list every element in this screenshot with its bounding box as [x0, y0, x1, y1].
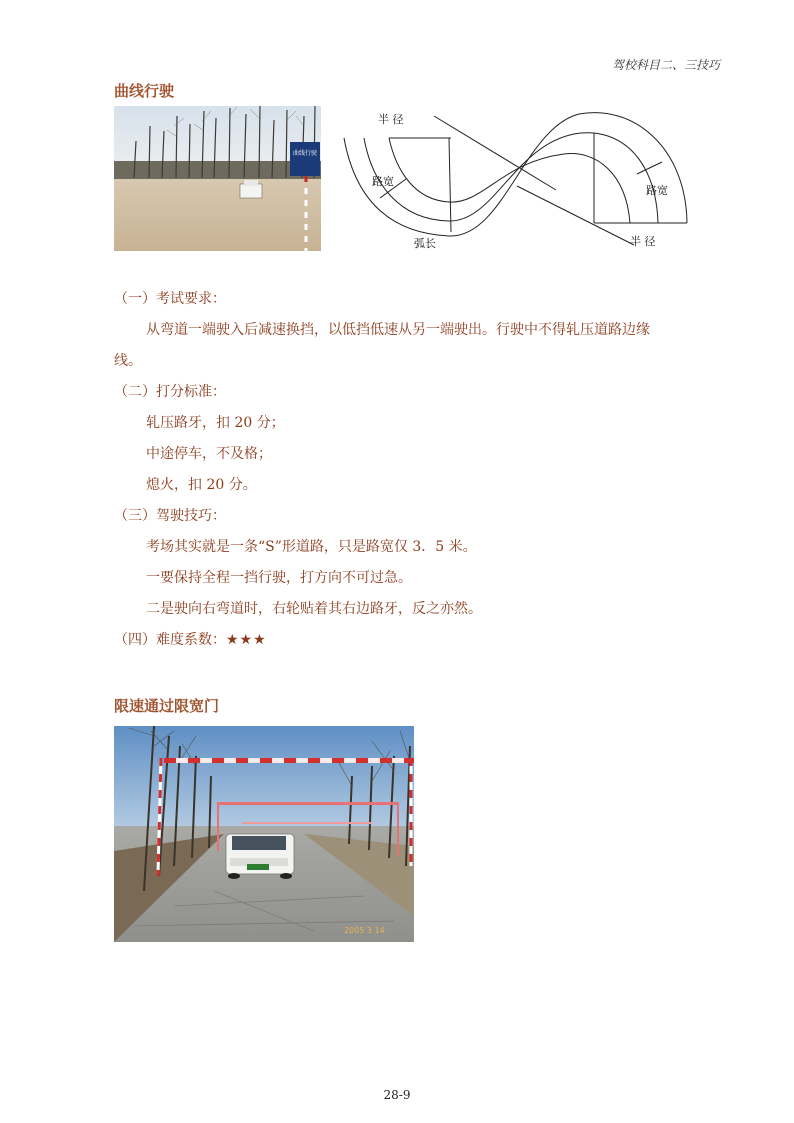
curve-course-photo — [114, 106, 321, 251]
section-title-width-gate: 限速通过限宽门 — [114, 697, 220, 715]
label-radius-top: 半 径 — [378, 113, 404, 126]
running-header: 驾校科目二、三技巧 — [611, 58, 720, 72]
curve-driving-text — [114, 284, 722, 656]
difficulty-stars: ★★★ — [226, 632, 267, 648]
label-arc-length: 弧长 — [414, 237, 436, 250]
course-sign-text: 曲线行驶 — [292, 150, 318, 157]
s-curve-diagram — [334, 108, 694, 253]
scoring-item: 熄火，扣 20 分。 — [146, 477, 257, 493]
heading-driving-tips: （三）驾驶技巧： — [114, 508, 226, 524]
section-title-curve: 曲线行驶 — [114, 82, 175, 100]
scoring-item: 中途停车，不及格； — [146, 446, 272, 462]
width-gate-photo — [114, 726, 414, 942]
tip-item: 二是驶向右弯道时，右轮贴着其右边路牙，反之亦然。 — [146, 601, 482, 617]
tip-item: 考场其实就是一条“S”形道路，只是路宽仅 3．5 米。 — [146, 539, 477, 555]
difficulty-row — [114, 625, 722, 656]
label-road-width-right: 路宽 — [646, 184, 668, 197]
heading-exam-requirements: （一）考试要求： — [114, 291, 226, 307]
difficulty-label: （四）难度系数： — [114, 632, 226, 648]
label-radius-bottom: 半 径 — [630, 235, 656, 248]
paragraph-requirement-cont: 线。 — [114, 353, 142, 369]
page-number: 28-9 — [383, 1088, 411, 1102]
tip-item: 一要保持全程一挡行驶，打方向不可过急。 — [146, 570, 412, 586]
label-road-width-left: 路宽 — [372, 175, 394, 188]
paragraph-requirement: 从弯道一端驶入后减速换挡，以低挡低速从另一端驶出。行驶中不得轧压道路边缘 — [146, 322, 650, 338]
heading-scoring: （二）打分标准： — [114, 384, 226, 400]
photo-date-stamp: 2005 3 14 — [344, 926, 385, 935]
scoring-item: 轧压路牙，扣 20 分； — [146, 415, 285, 431]
